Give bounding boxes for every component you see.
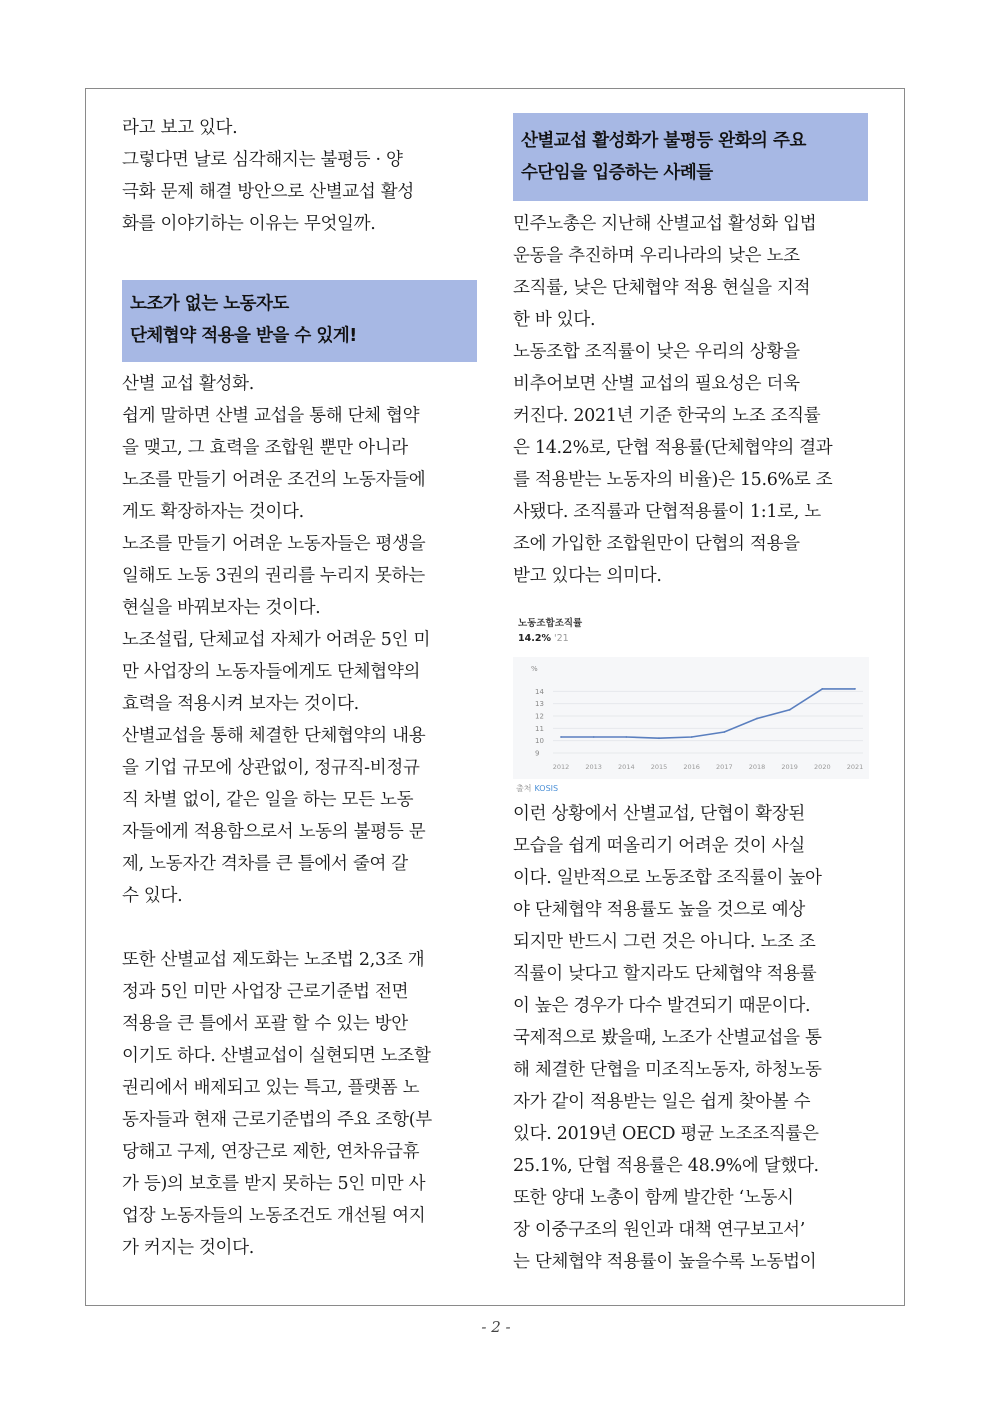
- data-point: [560, 736, 562, 738]
- left-paragraph-4: 쉽게 말하면 산별 교섭을 통해 단체 협약 을 맺고, 그 효력을 조합원 뿐만 아니라 노조를 만들기 어려운 조건의 노동자들에 게도 확장하자는 것이다.: [122, 406, 426, 522]
- left-p2-text: 그렇다면 날로 심각해지는 불평등 · 양 극화 문제 해결 방안으로 산별교섭 활성 화를 이야기하는 이유는 무엇일까.: [122, 150, 414, 234]
- right-body-top: [513, 208, 868, 592]
- heading-line: 수단임을 입증하는 사례들: [521, 163, 713, 183]
- right-paragraph-5: 또한 양대 노총이 함께 발간한 ‘노동시 장 이중구조의 원인과 대책 연구보고서’ 는 단체협약 적용률이 높을수록 노동법이: [513, 1188, 817, 1272]
- x-tick-label: 2018: [748, 763, 766, 771]
- section-heading-right: [513, 113, 868, 201]
- right-paragraph-1: 민주노총은 지난해 산별교섭 활성화 입법 운동을 추진하며 우리나라의 낮은 노조 조직률, 낮은 단체협약 적용 현실을 지적 한 바 있다.: [513, 214, 817, 330]
- left-paragraph-1: 라고 보고 있다.: [122, 118, 238, 138]
- heading-line: 노조가 없는 노동자도: [130, 294, 289, 314]
- data-point: [625, 736, 627, 738]
- y-axis-unit: %: [531, 665, 538, 673]
- chart-source: [516, 783, 558, 794]
- x-tick-label: 2013: [585, 763, 602, 771]
- data-point: [658, 737, 660, 739]
- union-rate-chart: [513, 607, 869, 797]
- heading-line: 단체협약 적용을 받을 수 있게!: [130, 326, 357, 346]
- chart-value-number: 14.2%: [518, 633, 551, 644]
- data-point: [756, 718, 758, 720]
- left-paragraph-5: 노조를 만들기 어려운 노동자들은 평생을 일해도 노동 3권의 권리를 누리지 못하는 현실을 바꿔보자는 것이다.: [122, 534, 426, 618]
- left-paragraph-3: 산별 교섭 활성화.: [122, 374, 255, 394]
- section-heading-left: [122, 280, 477, 362]
- y-tick-label: 11: [535, 724, 544, 733]
- chart-title: 노동조합조직률: [518, 618, 583, 629]
- x-tick-label: 2019: [781, 763, 798, 771]
- chart-svg: [513, 657, 869, 779]
- x-tick-label: 2012: [552, 763, 570, 771]
- y-tick-label: 10: [535, 737, 544, 746]
- data-point: [593, 736, 595, 738]
- x-tick-label: 2020: [814, 763, 831, 771]
- x-tick-label: 2021: [846, 763, 864, 771]
- right-paragraph-4: 국제적으로 봤을때, 노조가 산별교섭을 통 해 체결한 단협을 미조직노동자, 하청노동 자가 같이 적용받는 일은 쉽게 찾아볼 수 있다. 2019년 OECD 평균 노조조직률은 25.1%, 단협 적용률은 48.9%에 달했다.: [513, 1028, 822, 1176]
- x-tick-label: 2017: [716, 763, 733, 771]
- y-tick-label: 13: [535, 700, 544, 709]
- left-paragraph-8: 또한 산별교섭 제도화는 노조법 2,3조 개 정과 5인 미만 사업장 근로기준법 전면 적용을 큰 틀에서 포괄 할 수 있는 방안 이기도 하다. 산별교섭이 실현되면 노조할 권리에서 배제되고 있는 특고, 플랫폼 노 동자들과 현재 근로기준법의 주요 조항(부 당해고 구제, 연장근로 제한, 연차유급휴 가 등)의 보호를 받지 못하는 5인 미만 사 업장 노동자들의 노동조건도 개선될 여지 가 커지는 것이다.: [122, 950, 432, 1258]
- chart-value-year: '21: [553, 633, 569, 644]
- heading-line: 산별교섭 활성화가 불평등 완화의 주요: [521, 131, 806, 151]
- left-paragraph-6: 노조설립, 단체교섭 자체가 어려운 5인 미 만 사업장의 노동자들에게도 단체협약의 효력을 적용시켜 보자는 것이다.: [122, 630, 431, 714]
- chart-plot-area: [513, 657, 869, 779]
- left-paragraph-2: [122, 144, 477, 240]
- left-paragraph-7: 산별교섭을 통해 체결한 단체협약의 내용 을 기업 규모에 상관없이, 정규직-비정규 직 차별 없이, 같은 일을 하는 모든 노동 자들에게 적용함으로서 노동의 불평등 문 제, 노동자간 격차를 큰 틀에서 줄여 갈 수 있다.: [122, 726, 426, 906]
- y-tick-label: 14: [535, 687, 544, 696]
- page-number: - 2 -: [481, 1318, 511, 1336]
- data-point: [723, 731, 725, 733]
- right-paragraph-2: 노동조합 조직률이 낮은 우리의 상황을 비추어보면 산별 교섭의 필요성은 더욱 커진다. 2021년 기준 한국의 노조 조직률 은 14.2%로, 단협 적용률(단체협약의 결과 를 적용받는 노동자의 비율)은 15.6%로 조 사됐다. 조직률과 단협적용률이 1:1로, 노 조에 가입한 조합원만이 단협의 적용을 받고 있다는 의미다.: [513, 342, 833, 586]
- data-point: [789, 709, 791, 711]
- x-tick-label: 2016: [683, 763, 700, 771]
- data-point: [691, 736, 693, 738]
- chart-source-label: 출처: [516, 784, 532, 793]
- series-line: [561, 689, 855, 738]
- left-body: [122, 368, 477, 912]
- data-point: [821, 688, 823, 690]
- data-point: [854, 688, 856, 690]
- right-paragraph-3: 이런 상황에서 산별교섭, 단협이 확장된 모습을 쉽게 떠올리기 어려운 것이 사실 이다. 일반적으로 노동조합 조직률이 높아 야 단체협약 적용률도 높을 것으로 예상 되지만 반드시 그런 것은 아니다. 노조 조 직률이 낮다고 할지라도 단체협약 적용률 이 높은 경우가 다수 발견되기 때문이다.: [513, 804, 822, 1016]
- chart-current-value: [518, 633, 569, 644]
- y-tick-label: 12: [535, 712, 544, 721]
- y-tick-label: 9: [535, 749, 540, 758]
- right-body-bottom: [513, 798, 868, 1278]
- x-tick-label: 2015: [650, 763, 668, 771]
- x-tick-label: 2014: [618, 763, 635, 771]
- chart-source-name: KOSIS: [534, 784, 559, 793]
